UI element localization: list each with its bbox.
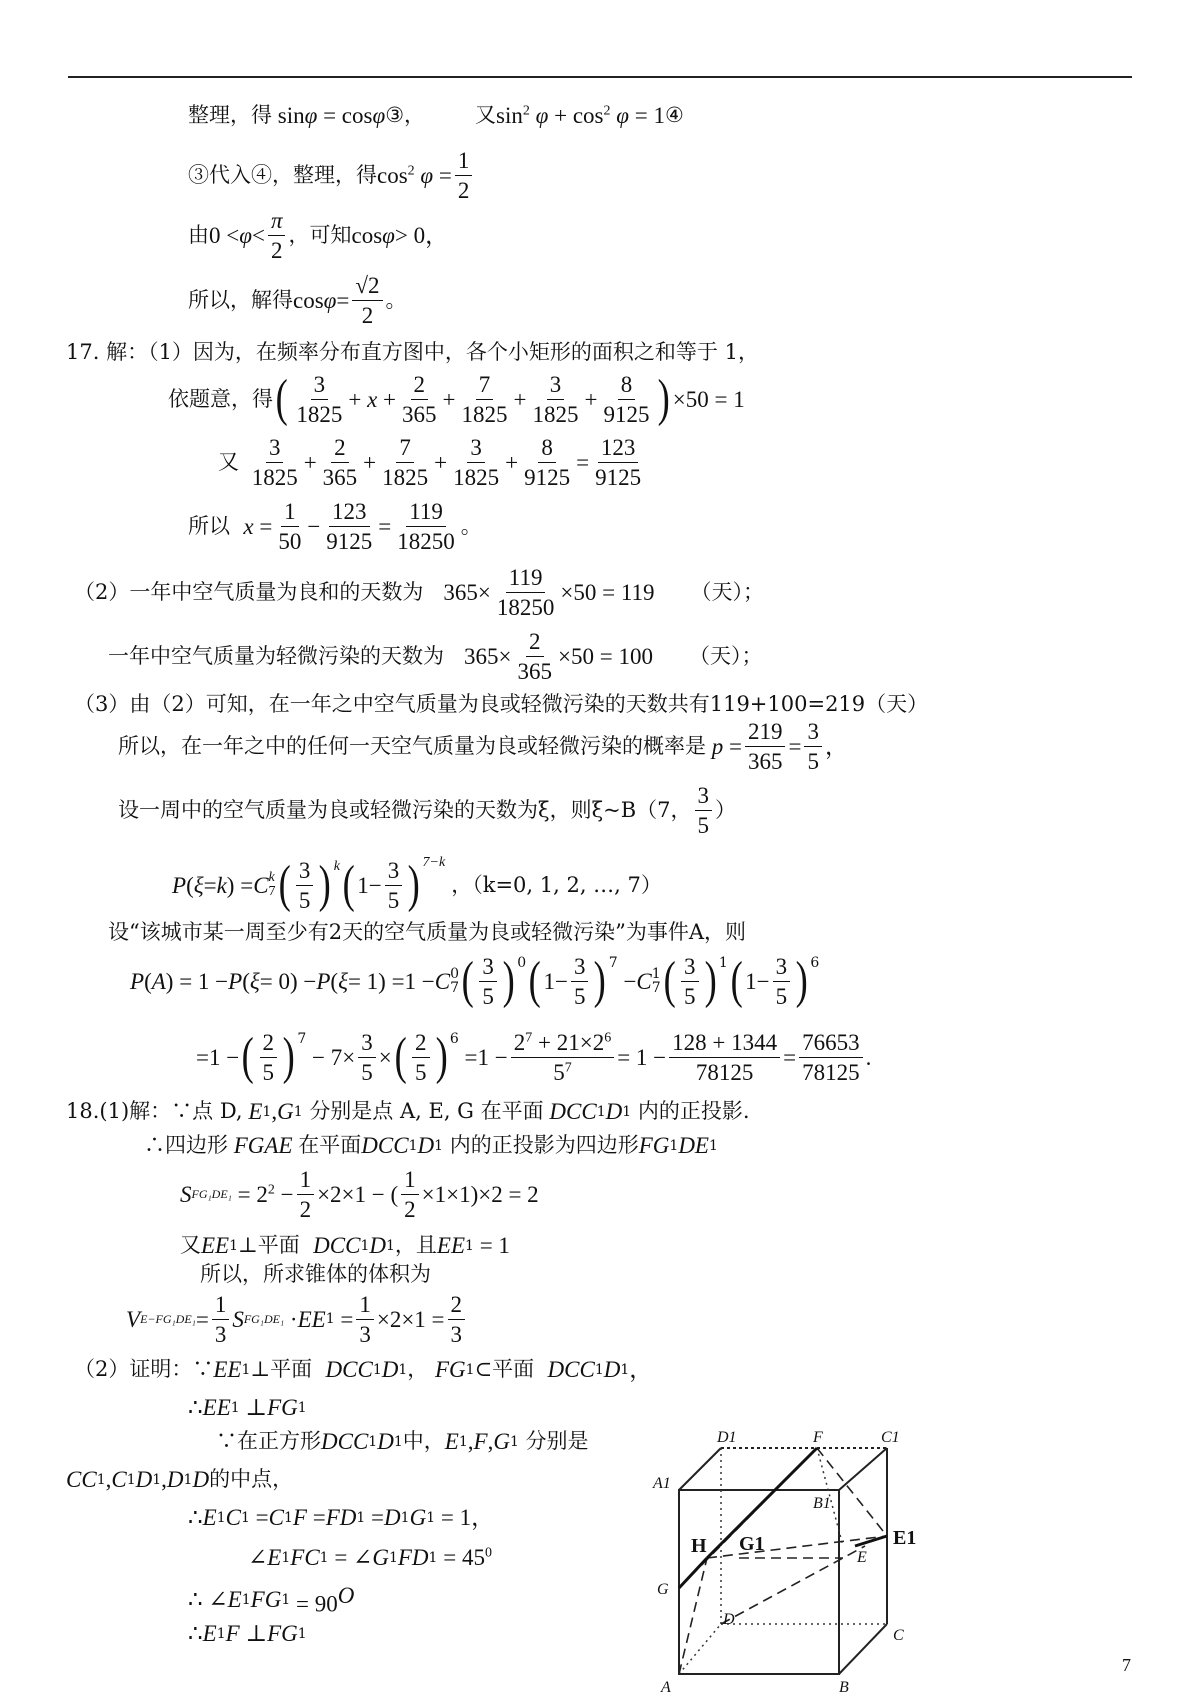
text-line: 又 $\frac{3}{1825}$ + $\frac{2}{365}$ + $\frac{7}{1825}$ + $\frac{3}{1825}$ + $\frac{8}{9125}$ = $\frac{123}{9125}$ [218,434,642,490]
text: 内的正投影. [637,1099,750,1123]
text: 所以，在一年之中的任何一天空气质量为良或轻微污染的概率是 [118,733,706,758]
label-B1: B1 [813,1495,831,1512]
text-line: P ( ξ = k ) = C k 7 ( $\frac{3}{5}$ ) $^k$ ( 1− $\frac{3}{5}$ ) $^{7-k}$ ，（k=0, 1, 2, …, 7） [172,855,662,913]
text-line: 设一周中的空气质量为良或轻微污染的天数为ξ，则ξ~B（7， $\frac{3}{5}$ ） [118,782,737,838]
text: 。 [385,287,407,312]
text: 设一周中的空气质量为良或轻微污染的天数为ξ，则ξ~B（7， [118,797,692,822]
header-rule [68,76,1132,78]
text: ∵在正方形 [216,1429,321,1453]
label-D: D [723,1611,735,1628]
text: ，且 [394,1233,437,1257]
text: ⊥平面 [238,1233,300,1257]
text-line: 整理，得 sin φ = cos φ ③， 又 $\sin^2$ φ + $\cos^2$ φ = 1 ④ [188,103,684,128]
label-H: H [691,1535,707,1557]
text: ③， [385,103,426,127]
text: 整理，得 [188,103,272,127]
text: 依题意，得 [168,386,273,411]
text-line: （2）证明：∵ EE 1 ⊥平面 DCC 1 D 1 ， FG 1 ⊂平面 DCC 1 D 1 ， [74,1357,653,1382]
text-line: ∴ ∠ E 1 FG 1 = $90^O$ [188,1583,355,1617]
text: ③代入④，整理，得 [188,162,377,187]
text: 又 [475,103,497,127]
text: 内的正投影为四边形 [449,1133,639,1157]
text: 所以，所求锥体的体积为 [200,1262,431,1286]
text: ，可知 [288,222,352,247]
text: ④ [664,103,684,127]
page-number: 7 [1122,1655,1131,1675]
text-line [108,922,746,943]
label-B: B [839,1679,849,1696]
label-A1: A1 [653,1475,671,1492]
text: （3）由（2）可知，在一年之中空气质量为良或轻微污染的天数共有119+100=219（天） [74,692,929,716]
text-line: ∠ E 1 FC 1 = ∠ G 1 FD 1 = $45^0$ [248,1545,492,1570]
text-line: ∴ E 1 F ⊥ FG 1 [188,1621,307,1646]
label-D1: D1 [717,1429,737,1446]
cube-figure [645,1428,945,1698]
label-G1: G1 [739,1533,765,1555]
text-line: ∴ E 1 C 1 = C 1 F = FD 1 = D 1 G 1 = 1， [188,1505,495,1530]
text: 在平面 [298,1133,362,1157]
text: ，（k=0, 1, 2, …, 7） [451,872,662,897]
text: ） [715,797,737,822]
text: 中， [402,1429,445,1453]
text: 的中点， [209,1467,294,1491]
text: 一年中空气质量为轻微污染的天数为 [108,643,444,668]
text-line: 18.(1)解：∵点 D, E 1 , G 1 分别是点 A, E, G 在平面 DCC 1 D 1 内的正投影. [66,1099,750,1124]
text: 又 [218,449,239,474]
text: 又 [180,1233,201,1257]
text-line: ∵在正方形 DCC 1 D 1 中， E 1 , F , G 1 分别是 [216,1429,589,1454]
label-C1: C1 [881,1429,900,1446]
text: ⊂平面 [474,1357,535,1381]
text-line: P ( A ) = 1 − P ( ξ = 0) − P ( ξ = 1) =1 − C 0 7 ( $\frac{3}{5}$ ) $^0$ ( 1− $\frac{3}{5}$ ) $^7$ − C 1 7 ( $\frac{3}{5}$ ) $^1$ ( 1− $\frac{3}{5}$ ) $^6$ [130,952,820,1009]
label-F: F [813,1429,823,1446]
text-line: ③代入④，整理，得 $\cos^2$ φ = $\frac{1}{2}$ [188,148,475,202]
text: （2）证明：∵ [74,1357,214,1381]
text-line: S FG₁DE₁ = $2^2$ − $\frac{1}{2}$ ×2×1 − ( $\frac{1}{2}$ ×1×1)×2 = 2 [180,1166,539,1222]
text: 所以，解得 [188,287,293,312]
text-line: 由 0 < φ < $\frac{\pi}{2}$ ，可知 cos φ > 0， [188,207,449,263]
text-line: 所以 x = $\frac{1}{50}$ − $\frac{123}{9125}$ = $\frac{119}{18250}$ 。 [188,498,482,554]
text-line: 依题意，得 ( $\frac{3}{1825}$ + x + $\frac{2}{365}$ + $\frac{7}{1825}$ + $\frac{3}{1825}$ + $\frac{8}{9125}$ ) ×50 = 1 [168,370,745,427]
text-line: CC 1 , C 1 D 1 , D 1 D 的中点， [66,1467,294,1492]
text: ⊥平面 [250,1357,313,1381]
label-C: C [893,1627,904,1644]
text: 设“该城市某一周至少有2天的空气质量为良或轻微污染”为事件A，则 [108,920,746,944]
text: 18.(1)解：∵点 D, [66,1099,243,1123]
label-G: G [657,1581,669,1598]
text-line: =1 − ( $\frac{2}{5}$ ) $^7$ − 7× $\frac{3}{5}$ × ( $\frac{2}{5}$ ) $^6$ =1 − $\frac{2^7 + 21\times 2^6}{5^7}$ = 1 − $\frac{128 + 1344}{78125}$ = $\frac{76653}{78125}$ . [196,1028,872,1085]
text: （天）； [690,579,764,604]
text-line: 所以，在一年之中的任何一天空气质量为良或轻微污染的概率是 p = $\frac{219}{365}$ = $\frac{3}{5}$ ， [118,718,848,774]
text-line [74,694,928,715]
label-E1: E1 [893,1527,917,1549]
text-line: V E−FG₁DE₁ = $\frac{1}{3}$ S FG₁DE₁ · EE 1 = $\frac{1}{3}$ ×2×1 = $\frac{2}{3}$ [126,1290,468,1348]
text: 17. 解：（1）因为，在频率分布直方图中，各个小矩形的面积之和等于 1， [66,340,759,364]
label-A: A [661,1679,671,1696]
text: 分别是点 A, E, G 在平面 [309,1099,544,1123]
text: ∴四边形 [144,1133,228,1157]
text: 由 [188,222,209,247]
text-line: 一年中空气质量为轻微污染的天数为 365× $\frac{2}{365}$ ×50 = 100 （天）； [108,628,763,684]
text: 分别是 [525,1429,589,1453]
text-line [200,1264,431,1285]
text: 所以 [188,513,230,538]
text-line: 又 EE 1 ⊥平面 DCC 1 D 1 ，且 EE 1 = 1 [180,1233,510,1258]
text: （2）一年中空气质量为良和的天数为 [74,579,424,604]
label-E: E [857,1549,867,1566]
text-line [66,342,759,363]
text: （天）； [688,643,763,668]
text: 。 [460,513,482,538]
text-line: 所以，解得 cos φ = $\frac{√2}{2}$ 。 [188,272,407,328]
text: ， [407,1357,429,1381]
text-line: （2）一年中空气质量为良和的天数为 365× $\frac{119}{18250}$ ×50 = 119 （天）； [74,564,764,620]
text-line: ∴ EE 1 ⊥ FG 1 [188,1395,307,1420]
text-line: ∴四边形 FGAE 在平面 DCC 1 D 1 内的正投影为四边形 FG 1 DE 1 [144,1133,718,1158]
